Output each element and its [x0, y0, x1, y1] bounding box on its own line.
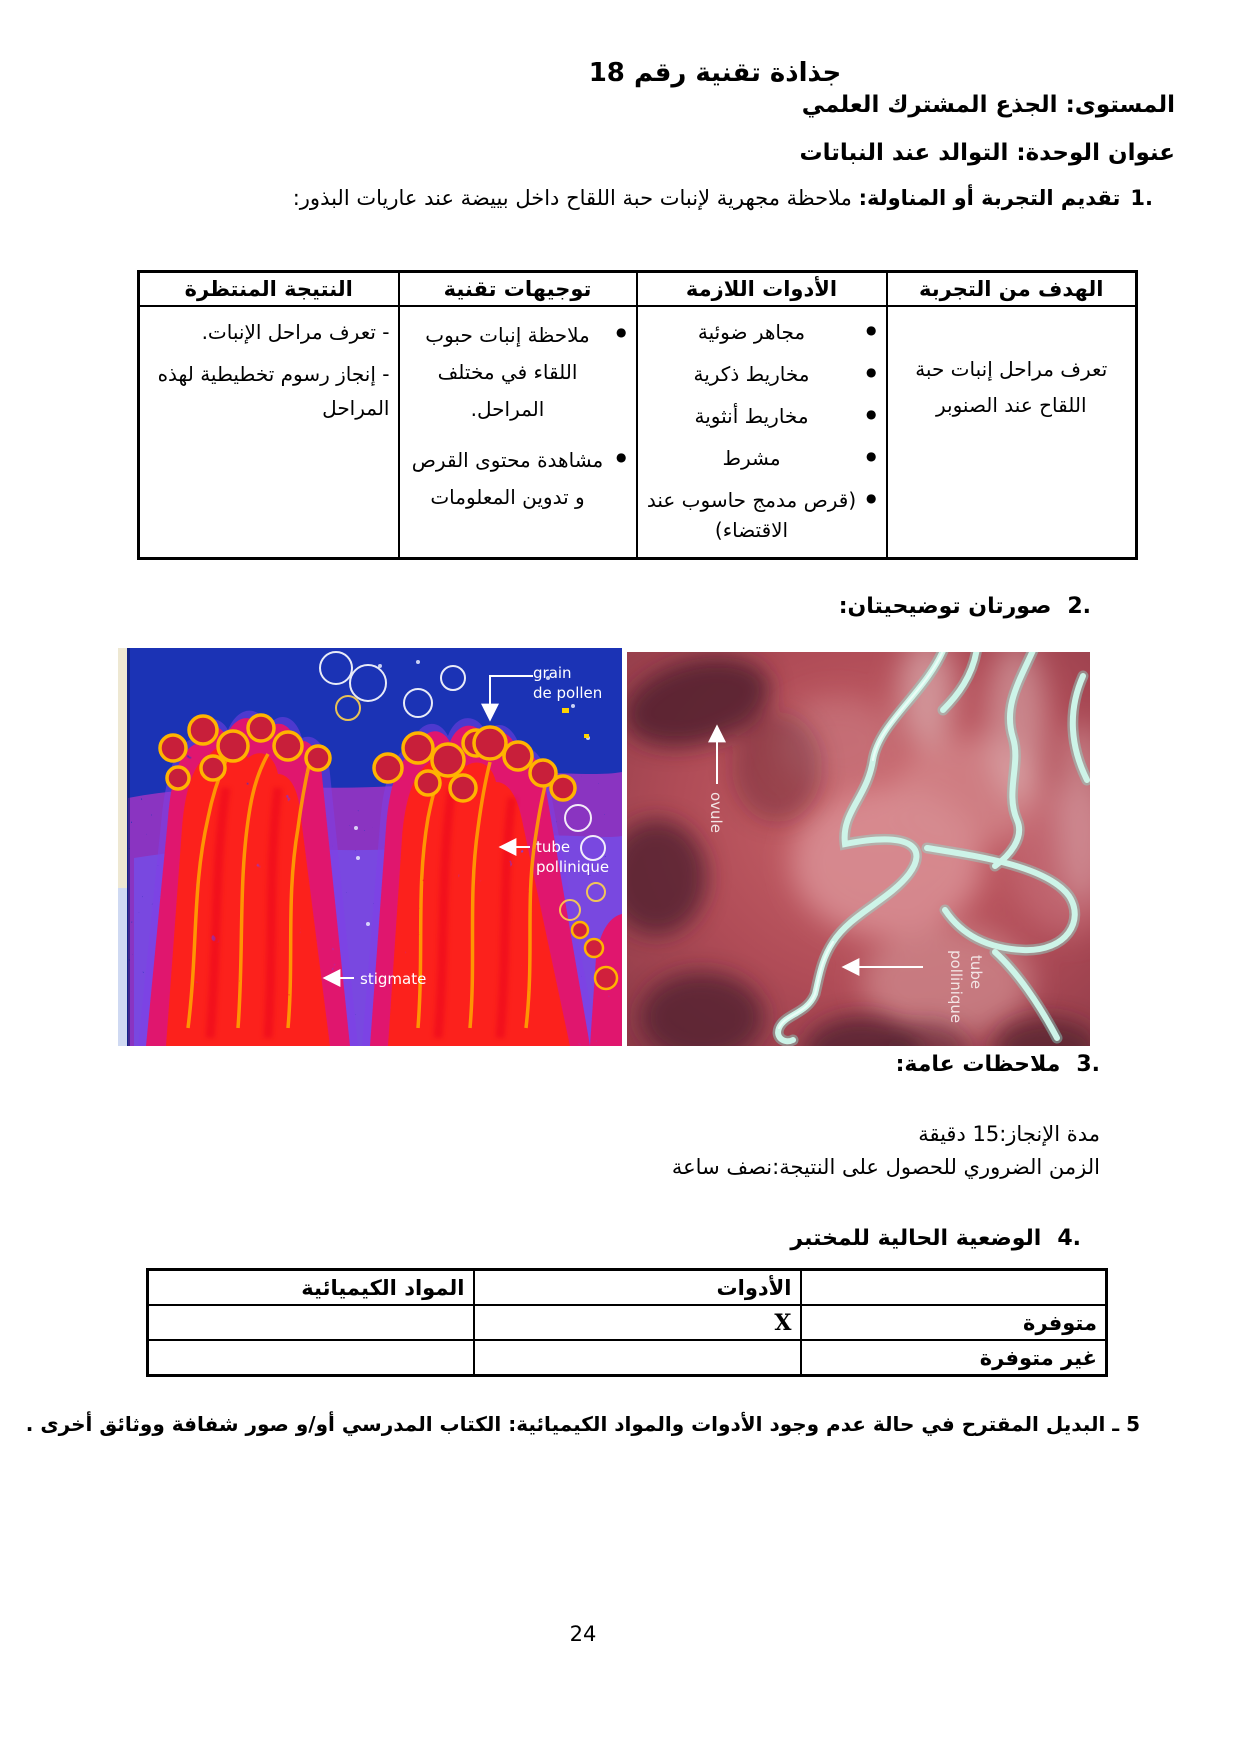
tube-label-line1: tube: [536, 838, 571, 856]
section4-label: الوضعية الحالية للمختبر: [790, 1226, 1042, 1251]
duration-note: مدة الإنجاز:15 دقيقة: [918, 1122, 1100, 1146]
stigmate-label: stigmate: [360, 970, 427, 988]
tube-label-line1: tube: [967, 955, 985, 990]
empty-corner-cell: [801, 1270, 1107, 1306]
lab-status-header-row: [148, 1270, 1107, 1306]
unavailable-tools-cell: [474, 1340, 801, 1376]
page-title: جذاذة تقنية رقم 18: [588, 58, 842, 88]
result-item: - تعرف مراحل الإنبات.: [201, 320, 390, 344]
unit-line: عنوان الوحدة: التوالد عند النباتات: [799, 140, 1175, 166]
results-cell: [139, 306, 399, 559]
experiment-table-header-row: [139, 272, 1137, 307]
available-chemicals-cell: [148, 1305, 474, 1340]
section3-label: ملاحظات عامة:: [895, 1052, 1061, 1077]
micrograph-stigma-svg: [118, 648, 622, 1046]
list-item: ● مخاريط أنثوية: [638, 401, 886, 431]
lab-status-table: [146, 1268, 1108, 1377]
micrograph-stigma-figure: [118, 648, 622, 1046]
tools-cell: [637, 306, 887, 559]
unavailable-row-label: غير متوفرة: [801, 1340, 1107, 1376]
section1-text: ملاحظة مجهرية لإنبات حبة اللقاح داخل بييضة عند عاريات البذور:: [292, 186, 852, 210]
section5-alternative-line: 5 ـ البديل المقترح في حالة عدم وجود الأدوات والمواد الكيميائية: الكتاب المدرسي أو/و صور شفافة ووثائق أخرى .: [25, 1412, 1140, 1436]
ovule-label: ovule: [707, 792, 725, 833]
section2-heading: [839, 594, 1091, 619]
section3-number: 3.: [1076, 1052, 1100, 1077]
directives-list: [400, 317, 636, 516]
grain-label-line1: grain: [533, 664, 572, 682]
section2-label: صورتان توضيحيتان:: [838, 594, 1052, 619]
section4-heading: [790, 1226, 1081, 1251]
list-item: ● مشرط: [638, 443, 886, 473]
list-item: ● مجاهر ضوئية: [638, 317, 886, 347]
chemicals-column-header: المواد الكيميائية: [148, 1270, 474, 1306]
list-item: ● مشاهدة محتوى القرص و تدوين المعلومات: [400, 442, 636, 516]
directives-cell: [399, 306, 637, 559]
header-tools: الأدوات اللازمة: [637, 272, 887, 307]
header-directives: توجيهات تقنية: [399, 272, 637, 307]
available-row-label: متوفرة: [801, 1305, 1107, 1340]
section1-label: تقديم التجربة أو المناولة:: [858, 186, 1121, 210]
micrograph-ovule-svg: [627, 652, 1090, 1046]
page-number: 24: [569, 1622, 597, 1646]
tube-label-line2: pollinique: [947, 950, 965, 1024]
list-item: ● ملاحظة إنبات حبوب اللقاء في مختلف المراحل.: [400, 317, 636, 428]
grain-label-line2: de pollen: [533, 684, 603, 702]
section3-heading: [896, 1052, 1100, 1077]
header-expected-result: النتيجة المنتظرة: [139, 272, 399, 307]
section4-number: 4.: [1057, 1226, 1081, 1251]
section1-heading: [293, 186, 1153, 210]
available-tools-mark: X: [474, 1305, 801, 1340]
tube-label-line2: pollinique: [536, 858, 610, 876]
header-goal: الهدف من التجربة: [887, 272, 1137, 307]
micrograph-ovule-figure: [627, 652, 1090, 1046]
tools-column-header: الأدوات: [474, 1270, 801, 1306]
level-line: المستوى: الجذع المشترك العلمي: [801, 92, 1175, 118]
experiment-table: [137, 270, 1138, 560]
section2-number: 2.: [1067, 594, 1091, 619]
available-row: [148, 1305, 1107, 1340]
tools-list: [638, 317, 886, 545]
time-needed-note: الزمن الضروري للحصول على النتيجة:نصف ساعة: [671, 1155, 1100, 1179]
experiment-table-body-row: [139, 306, 1137, 559]
goal-cell: تعرف مراحل إنبات حبة اللقاح عند الصنوبر: [887, 306, 1137, 559]
unavailable-row: [148, 1340, 1107, 1376]
list-item: ● مخاريط ذكرية: [638, 359, 886, 389]
list-item: ● (قرص مدمج حاسوب عند الاقتضاء): [638, 485, 886, 545]
section1-number: 1.: [1130, 186, 1153, 210]
unavailable-chemicals-cell: [148, 1340, 474, 1376]
result-item: - إنجاز رسوم تخطيطية لهذه المراحل: [157, 362, 390, 420]
